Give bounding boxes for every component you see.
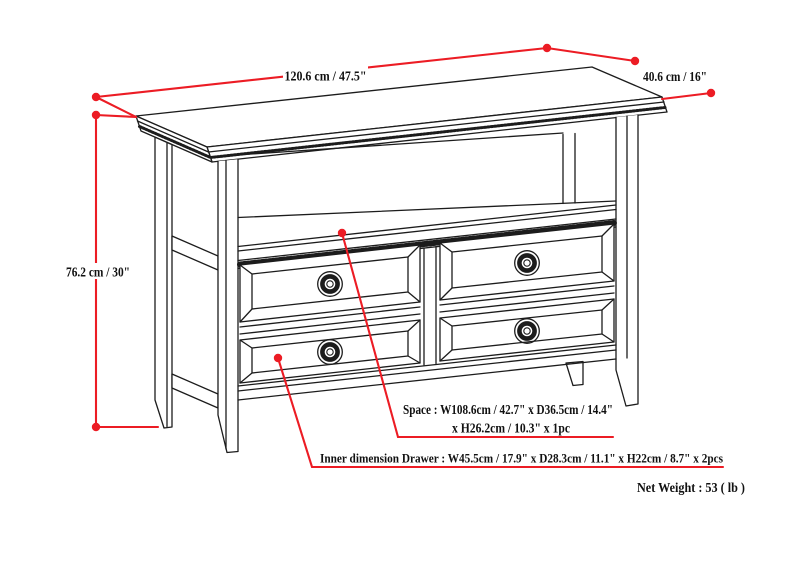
height-dimension-label: 76.2 cm / 30" [66, 264, 130, 280]
back-right-post [563, 134, 575, 204]
front-left-leg [218, 159, 238, 452]
net-weight-label: Net Weight : 53 ( lb ) [637, 480, 745, 495]
left-side-shelf-rail [172, 236, 218, 270]
console-table-drawing [136, 67, 667, 453]
center-stile [424, 247, 436, 365]
back-right-foot [566, 362, 583, 386]
width-dimension-label: 120.6 cm / 47.5" [284, 68, 367, 84]
depth-dimension-label: 40.6 cm / 16" [643, 69, 707, 84]
inner-drawer-dimensions-label: Inner dimension Drawer : W45.5cm / 17.9" x D28.3cm / 11.1" x H22cm / 8.7" x 2pcs [320, 450, 723, 466]
back-left-leg [155, 137, 172, 428]
space-dimensions-label-line2: x H26.2cm / 10.3" x 1pc [452, 420, 571, 436]
space-dimensions-label-line1: Space : W108.6cm / 42.7" x D36.5cm / 14.4" [403, 402, 613, 417]
left-side-bottom-rail [172, 374, 218, 408]
tabletop [136, 67, 667, 162]
front-right-leg [616, 115, 638, 406]
drawer-bottom-right [440, 299, 614, 361]
